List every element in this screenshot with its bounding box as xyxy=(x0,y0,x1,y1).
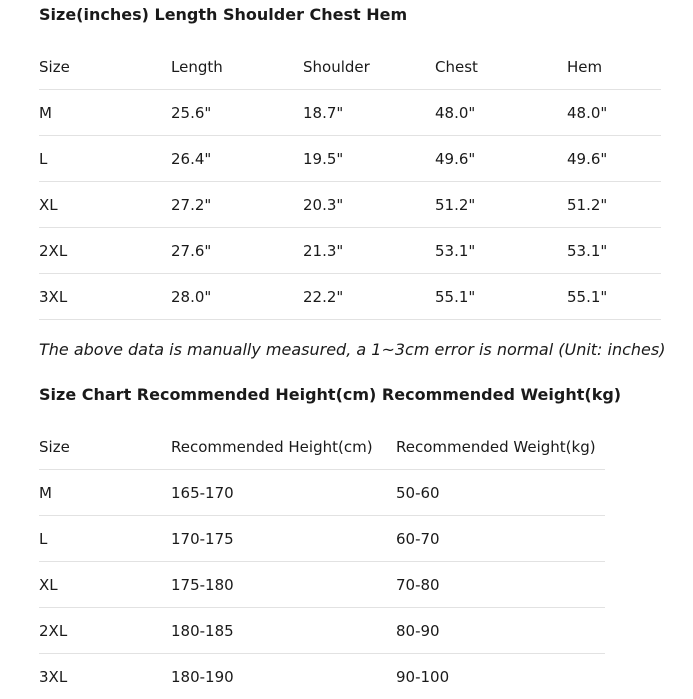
table-row xyxy=(39,136,661,182)
table-cell: 27.2" xyxy=(171,182,303,228)
table-row xyxy=(39,608,605,654)
table-cell: 70-80 xyxy=(396,562,605,608)
table-cell: 25.6" xyxy=(171,90,303,136)
recommend-table-header-size: Size xyxy=(39,424,171,470)
table-cell: 80-90 xyxy=(396,608,605,654)
recommend-table-title: Size Chart Recommended Height(cm) Recommended Weight(kg) xyxy=(39,385,621,405)
table-cell: 170-175 xyxy=(171,516,396,562)
table-cell: 3XL xyxy=(39,274,171,320)
size-table-header-size: Size xyxy=(39,44,171,90)
size-table-header-shoulder: Shoulder xyxy=(303,44,435,90)
table-cell: 180-190 xyxy=(171,654,396,699)
table-cell: 60-70 xyxy=(396,516,605,562)
recommend-table-header-weight: Recommended Weight(kg) xyxy=(396,424,605,470)
table-cell: 49.6" xyxy=(567,136,661,182)
size-table xyxy=(39,44,661,320)
size-table-title: Size(inches) Length Shoulder Chest Hem xyxy=(39,5,407,25)
measurement-note: The above data is manually measured, a 1~3cm error is normal (Unit: inches) xyxy=(39,340,665,360)
table-cell: 26.4" xyxy=(171,136,303,182)
table-cell: 18.7" xyxy=(303,90,435,136)
table-cell: 3XL xyxy=(39,654,171,699)
table-cell: 51.2" xyxy=(567,182,661,228)
table-cell: 48.0" xyxy=(435,90,567,136)
table-cell: L xyxy=(39,516,171,562)
table-cell: 165-170 xyxy=(171,470,396,516)
recommend-table xyxy=(39,424,605,699)
table-cell: 22.2" xyxy=(303,274,435,320)
table-cell: L xyxy=(39,136,171,182)
table-row xyxy=(39,228,661,274)
table-cell: 55.1" xyxy=(567,274,661,320)
table-cell: 55.1" xyxy=(435,274,567,320)
size-table-header-hem: Hem xyxy=(567,44,661,90)
table-cell: 27.6" xyxy=(171,228,303,274)
size-table-header-row xyxy=(39,44,661,90)
table-cell: 20.3" xyxy=(303,182,435,228)
table-cell: 53.1" xyxy=(567,228,661,274)
recommend-table-header-height: Recommended Height(cm) xyxy=(171,424,396,470)
table-row xyxy=(39,654,605,699)
table-cell: 90-100 xyxy=(396,654,605,699)
table-cell: 53.1" xyxy=(435,228,567,274)
table-row xyxy=(39,516,605,562)
table-row xyxy=(39,182,661,228)
table-cell: 49.6" xyxy=(435,136,567,182)
table-cell: 21.3" xyxy=(303,228,435,274)
table-cell: XL xyxy=(39,562,171,608)
table-cell: 19.5" xyxy=(303,136,435,182)
table-cell: 50-60 xyxy=(396,470,605,516)
table-cell: XL xyxy=(39,182,171,228)
table-cell: 180-185 xyxy=(171,608,396,654)
table-cell: 2XL xyxy=(39,608,171,654)
table-cell: 175-180 xyxy=(171,562,396,608)
table-cell: M xyxy=(39,90,171,136)
table-row xyxy=(39,90,661,136)
table-cell: 48.0" xyxy=(567,90,661,136)
recommend-table-header-row xyxy=(39,424,605,470)
table-row xyxy=(39,470,605,516)
table-cell: M xyxy=(39,470,171,516)
table-row xyxy=(39,274,661,320)
size-table-header-length: Length xyxy=(171,44,303,90)
table-cell: 51.2" xyxy=(435,182,567,228)
size-table-header-chest: Chest xyxy=(435,44,567,90)
table-row xyxy=(39,562,605,608)
table-cell: 2XL xyxy=(39,228,171,274)
table-cell: 28.0" xyxy=(171,274,303,320)
